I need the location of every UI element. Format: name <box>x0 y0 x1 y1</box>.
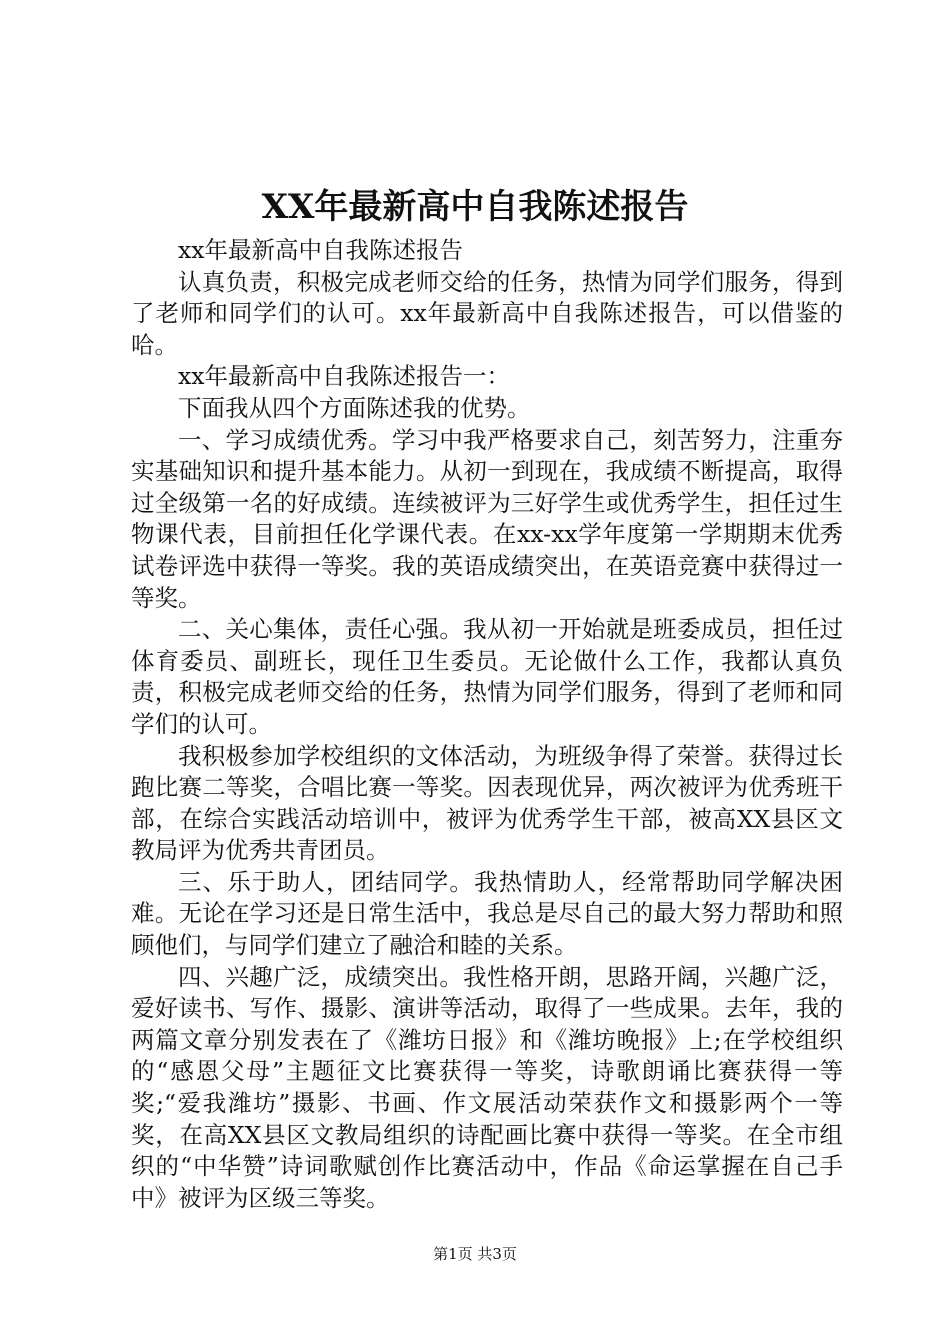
document-title: XX年最新高中自我陈述报告 <box>261 187 689 227</box>
paragraph-study: 一、学习成绩优秀。学习中我严格要求自己，刻苦努力，注重夯实基础知识和提升基本能力。从初一到现在，我成绩不断提高，取得过全级第一名的好成绩。连续被评为三好学生或优秀学生，担任过生物课代表，目前担任化学课代表。在xx-xx学年度第一学期期末优秀试卷评选中获得一等奖。我的英语成绩突出，在英语竞赛中获得过一等奖。 <box>131 425 843 612</box>
paragraph-activities: 我积极参加学校组织的文体活动，为班级争得了荣誉。获得过长跑比赛二等奖，合唱比赛一等奖。因表现优异，两次被评为优秀班干部，在综合实践活动培训中，被评为优秀学生干部，被高XX县区文教局评为优秀共青团员。 <box>131 741 843 865</box>
paragraph-collective: 二、关心集体，责任心强。我从初一开始就是班委成员，担任过体育委员、副班长，现任卫生委员。无论做什么工作，我都认真负责，积极完成老师交给的任务，热情为同学们服务，得到了老师和同学们的认可。 <box>131 615 843 738</box>
paragraph-helpful: 三、乐于助人，团结同学。我热情助人，经常帮助同学解决困难。无论在学习还是日常生活中，我总是尽自己的最大努力帮助和照顾他们，与同学们建立了融洽和睦的关系。 <box>131 867 843 960</box>
paragraph-interests: 四、兴趣广泛，成绩突出。我性格开朗，思路开阔，兴趣广泛，爱好读书、写作、摄影、演讲等活动，取得了一些成果。去年，我的两篇文章分别发表在了《潍坊日报》和《潍坊晚报》上;在学校组织的“感恩父母”主题征文比赛获得一等奖，诗歌朗诵比赛获得一等奖;“爱我潍坊”摄影、书画、作文展活动荣获作文和摄影两个一等奖，在高XX县区文教局组织的诗配画比赛中获得一等奖。在全市组织的“中华赞”诗词歌赋创作比赛活动中，作品《命运掌握在自己手中》被评为区级三等奖。 <box>131 962 843 1212</box>
paragraph-subtitle: xx年最新高中自我陈述报告 <box>178 236 464 264</box>
paragraph-intro: 认真负责，积极完成老师交给的任务，热情为同学们服务，得到了老师和同学们的认可。xx年最新高中自我陈述报告，可以借鉴的哈。 <box>131 267 843 359</box>
page-footer: 第1页 共3页 <box>433 1245 517 1263</box>
paragraph-overview: 下面我从四个方面陈述我的优势。 <box>178 393 531 422</box>
document-body <box>131 235 843 1214</box>
paragraph-section-heading: xx年最新高中自我陈述报告一： <box>178 362 511 391</box>
